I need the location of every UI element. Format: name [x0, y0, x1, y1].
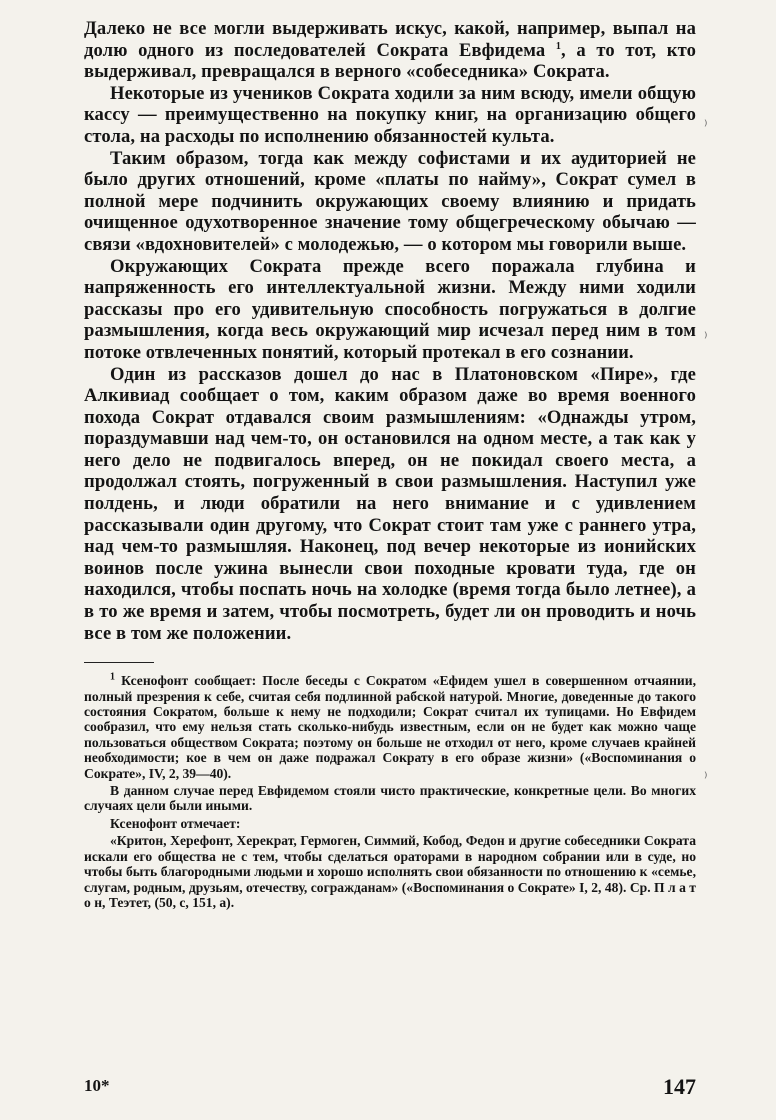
page-body: [84, 18, 696, 910]
footnote-continuation-1: В данном случае перед Евфидемом стояли чисто практические, конкретные цели. Во многих случаях цели были иными.: [84, 783, 696, 814]
signature-mark: 10*: [84, 1076, 110, 1095]
paragraph-1: [84, 18, 696, 83]
page-footer: [84, 1074, 696, 1102]
footnote-quote: «Критон, Херефонт, Херекрат, Гермоген, Симмий, Кобод, Федон и другие собеседники Сократа искали его общества не с тем, чтобы сделаться ораторами в народном собрании или в суде, но чтобы быть благородными людьми и хорошо исполнять свои обязанности по отношению к «семье, слугам, родным, друзьям, отечеству, согражданам» («Воспоминания о Сократе» I, 2, 48). Ср. П л а т о н, Теэтет, (50, с, 151, а).: [84, 833, 696, 910]
footnote-ref[interactable]: 1: [555, 40, 561, 52]
footnote-continuation-2: Ксенофонт отмечает:: [110, 815, 241, 831]
margin-mark-icon: ⁾: [704, 118, 708, 134]
paragraph-text: Далеко не все могли выдерживать искус, какой, например, выпал на долю одного из последователей Сократа Евфидема: [84, 18, 696, 61]
paragraph-2: Некоторые из учеников Сократа ходили за ним всюду, имели общую кассу — преимущественно на покупку книг, на организацию общего стола, на расходы по исполнению обязанностей культа.: [84, 82, 696, 147]
footnote-1: [84, 673, 696, 781]
margin-mark-icon: ⁾: [704, 770, 708, 786]
margin-mark-icon: ⁾: [704, 330, 708, 346]
footnote-marker: 1: [110, 671, 115, 683]
page-number: 147: [663, 1074, 696, 1099]
paragraph-5: Один из рассказов дошел до нас в Платоновском «Пире», где Алкивиад сообщает о том, каким образом даже во время военного похода Сократ отдавался своим размышлениям: «Однажды утром, пораздумавши над чем-то, он остановился на одном месте, а так как у него дело не подвигалось вперед, он не покидал своего места, а продолжал стоять, погруженный в свои размышления. Наступил уже полдень, и люди обратили на него внимание и с удивлением рассказывали один другому, что Сократ стоит там уже с раннего утра, над чем-то размышляя. Наконец, под вечер некоторые из ионийских воинов после ужина вынесли свои походные кровати туда, где он находился, чтобы поспать ночь на холодке (время тогда было летнее), а в то же время и затем, чтобы посмотреть, будет ли он проводить и ночь все в том же положении.: [84, 363, 696, 644]
footnote-divider: [84, 662, 154, 663]
paragraph-3: Таким образом, тогда как между софистами и их аудиторией не было других отношений, кроме «платы по найму», Сократ сумел в полной мере подчинить окружающих своему влиянию и придать очищенное одухотворенное значение тому общегреческому обычаю — связи «вдохновителей» с молодежью, — о котором мы говорили выше.: [84, 147, 696, 255]
paragraph-text-rest: , а то тот, кто выдерживал, превращался в верного «собеседника» Сократа.: [84, 39, 696, 83]
footnote-text: Ксенофонт сообщает: После беседы с Сократом «Ефидем ушел в совершенном отчаянии, полный презрения к себе, считая себя подлинной рабской натурой. Многие, доведенные до такого состояния Сократом, больше к нему не подходили; Сократ считал их тупицами. Но Евфидем сообразил, что ему нельзя стать сколько-нибудь известным, если он не будет как можно чаще пользоваться обществом Сократа; поэтому он больше не отходил от него, кроме случаев крайней необходимости; кое в чем он даже подражал Сократу в его образе жизни» («Воспоминания о Сократе», IV, 2, 39—40).: [84, 673, 696, 781]
paragraph-4: Окружающих Сократа прежде всего поражала глубина и напряженность его интеллектуальной жизни. Между ними ходили рассказы про его удивительную способность погружаться в долгие размышления, когда весь окружающий мир исчезал перед ним в том потоке отвлеченных понятий, который протекал в его сознании.: [84, 255, 696, 363]
